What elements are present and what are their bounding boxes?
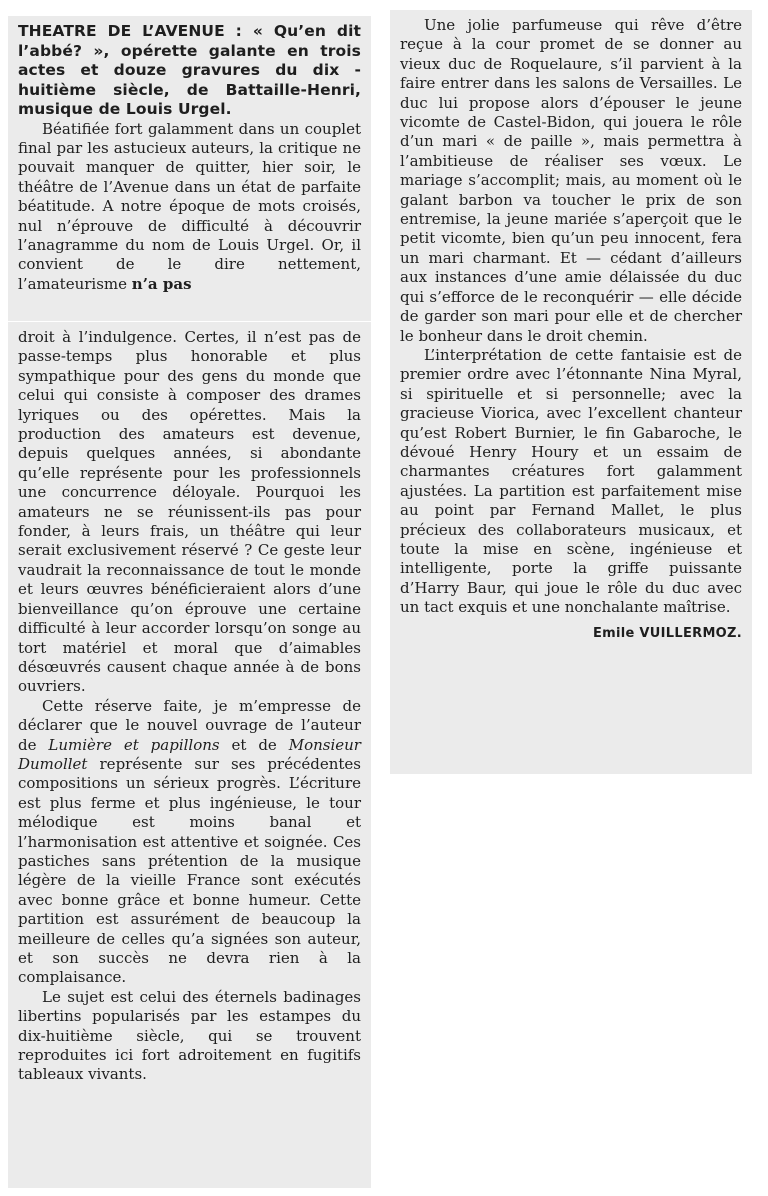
paragraph-progress-text-c: représente sur ses précédentes compositions un sérieux progrès. L’écriture est plus ferme et plus ingénieuse, le tour mélodique est moins banal et l’harmonisation est attentive et soignée. Ces pastiches sans prétention de la musique légère de la vieille France sont exécutés avec bonne grâce et bonne humeur. Cette partition est assurément de beaucoup la meilleure de celles qu’a signées son auteur, et son succès ne devra rien à la complaisance. — [18, 754, 361, 987]
paragraph-cast: L’interprétation de cette fantaisie est de premier ordre avec l’étonnante Nina Myral, si spirituelle et si personnelle; avec la gracieuse Viorica, avec l’excellent chanteur qu’est Robert Burnier, le fin Gabaroche, le dévoué Henry Houry et un essaim de charmantes créatures fort galamment ajustées. La partition est parfaitement mise au point par Fernand Mallet, le plus précieux des collaborateurs musicaux, et toute la mise en scène, ingénieuse et intelligente, porte la griffe puissante d’Harry Baur, qui joue le rôle du duc avec un tact exquis et une nonchalante maîtrise. — [400, 345, 742, 617]
paragraph-plot: Une jolie parfumeuse qui rêve d’être reçue à la cour promet de se donner au vieux duc de Roquelaure, s’il parvient à la faire entrer dans les salons de Versailles. Le duc lui propose alors d’épouser le jeune vicomte de Castel-Bidon, qui jouera le rôle d’un mari « de paille », mais permettra à l’ambitieuse de réaliser ses vœux. Le mariage s’accomplit; mais, au moment où le galant barbon va toucher le prix de son entremise, la jeune mariée s’aperçoit que le petit vicomte, bien qu’un peu innocent, fera un mari charmant. Et — cédant d’ailleurs aux instances d’une amie délaissée du duc qui s’efforce de le reconquérir — elle décide de garder son mari pour elle et de chercher le bonheur dans le droit chemin. — [400, 16, 742, 345]
paragraph-intro — [18, 120, 361, 295]
work-title-dumollet: Monsieur Dumollet — [18, 735, 361, 773]
work-title-lumiere: Lumière et papillons — [48, 735, 220, 754]
paragraph-intro-bold-tail: n’a pas — [131, 274, 192, 293]
article-clipping-column2 — [390, 10, 752, 774]
author-signature: Emile VUILLERMOZ. — [592, 625, 742, 641]
paragraph-intro-text: Béatifiée fort galamment dans un couplet final par les astucieux auteurs, la critique ne pouvait manquer de quitter, hier soir, le théâtre de l’Avenue dans un état de parfaite béatitude. A notre époque de mots croisés, nul n’éprouve de difficulté à découvrir l’anagramme du nom de Louis Urgel. Or, il convient de le dire nettement, l’amateurisme — [18, 119, 361, 293]
paragraph-progress — [18, 697, 361, 988]
paragraph-intro-continued: droit à l’indulgence. Certes, il n’est pas de passe-temps plus honorable et plus sympathique pour des gens du monde que celui qui consiste à composer des drames lyriques ou des opérettes. Mais la production des amateurs est devenue, depuis quelques années, si abondante qu’elle représente pour les professionnels une concurrence déloyale. Pourquoi les amateurs ne se réunissent-ils pas pour fonder, à leurs frais, un théâtre qui leur serait exclusivement réservé ? Ce geste leur vaudrait la reconnaissance de tout le monde et leurs œuvres bénéficieraient alors d’une bienveillance qu’on éprouve une certaine difficulté à leur accorder lorsqu’on songe au tort matériel et moral que d’aimables désœuvrés causent chaque année à de bons ouvriers. — [18, 328, 361, 696]
article-clipping-column1-top — [8, 16, 371, 321]
paragraph-subject: Le sujet est celui des éternels badinages libertins popularisés par les estampes du dix-huitième siècle, qui se trouvent reproduites ici fort adroitement en fugitifs tableaux vivants. — [18, 987, 361, 1084]
paragraph-progress-text-a: Cette réserve faite, je m’empresse de déclarer que le nouvel ouvrage de l’auteur de — [18, 696, 361, 754]
article-clipping-column1-bottom — [8, 322, 371, 1188]
article-headline: THEATRE DE L’AVENUE : « Qu’en dit l’abbé? », opérette galante en trois actes et douze gravures du dix - huitième siècle, de Battaille-Henri, musique de Louis Urgel. — [18, 22, 361, 118]
paragraph-progress-text-b: et de — [231, 735, 277, 754]
